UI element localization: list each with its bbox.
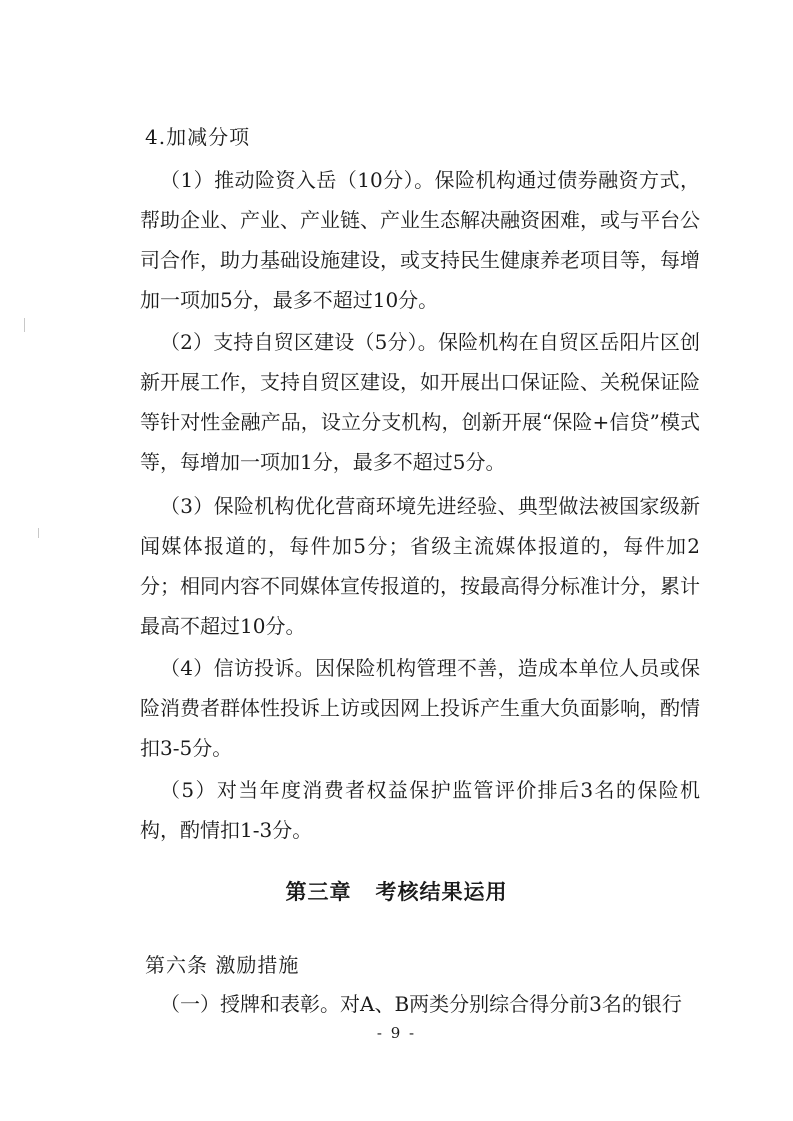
article-heading: 第六条 激励措施: [145, 953, 300, 977]
scan-artifact: [24, 318, 25, 332]
paragraph-3: （3）保险机构优化营商环境先进经验、典型做法被国家级新闻媒体报道的，每件加5分；省级主流媒体报道的，每件加2分；相同内容不同媒体宣传报道的，按最高得分标准计分，累计最高不超过10分。: [140, 494, 700, 638]
chapter-heading: [0, 876, 793, 906]
scan-artifact: [38, 528, 39, 538]
chapter-number: 第三章: [285, 880, 352, 904]
article-paragraph: （一）授牌和表彰。对A、B两类分别综合得分前3名的银行: [160, 992, 682, 1016]
chapter-title: 考核结果运用: [375, 880, 508, 904]
paragraph-4: （4）信访投诉。因保险机构管理不善，造成本单位人员或保险消费者群体性投诉上访或因网上投诉产生重大负面影响，酌情扣3-5分。: [140, 656, 700, 760]
paragraph-5: （5）对当年度消费者权益保护监管评价排后3名的保险机构，酌情扣1-3分。: [140, 778, 700, 842]
paragraph-2: （2）支持自贸区建设（5分）。保险机构在自贸区岳阳片区创新开展工作，支持自贸区建设，如开展出口保证险、关税保证险等针对性金融产品，设立分支机构，创新开展“保险+信贷”模式等，每增加一项加1分，最多不超过5分。: [140, 330, 700, 474]
section-heading: 4.加减分项: [145, 125, 251, 149]
page-number: - 9 -: [376, 1024, 417, 1042]
paragraph-1: （1）推动险资入岳（10分）。保险机构通过债券融资方式，帮助企业、产业、产业链、产业生态解决融资困难，或与平台公司合作，助力基础设施建设，或支持民生健康养老项目等，每增加一项加5分，最多不超过10分。: [140, 168, 700, 312]
